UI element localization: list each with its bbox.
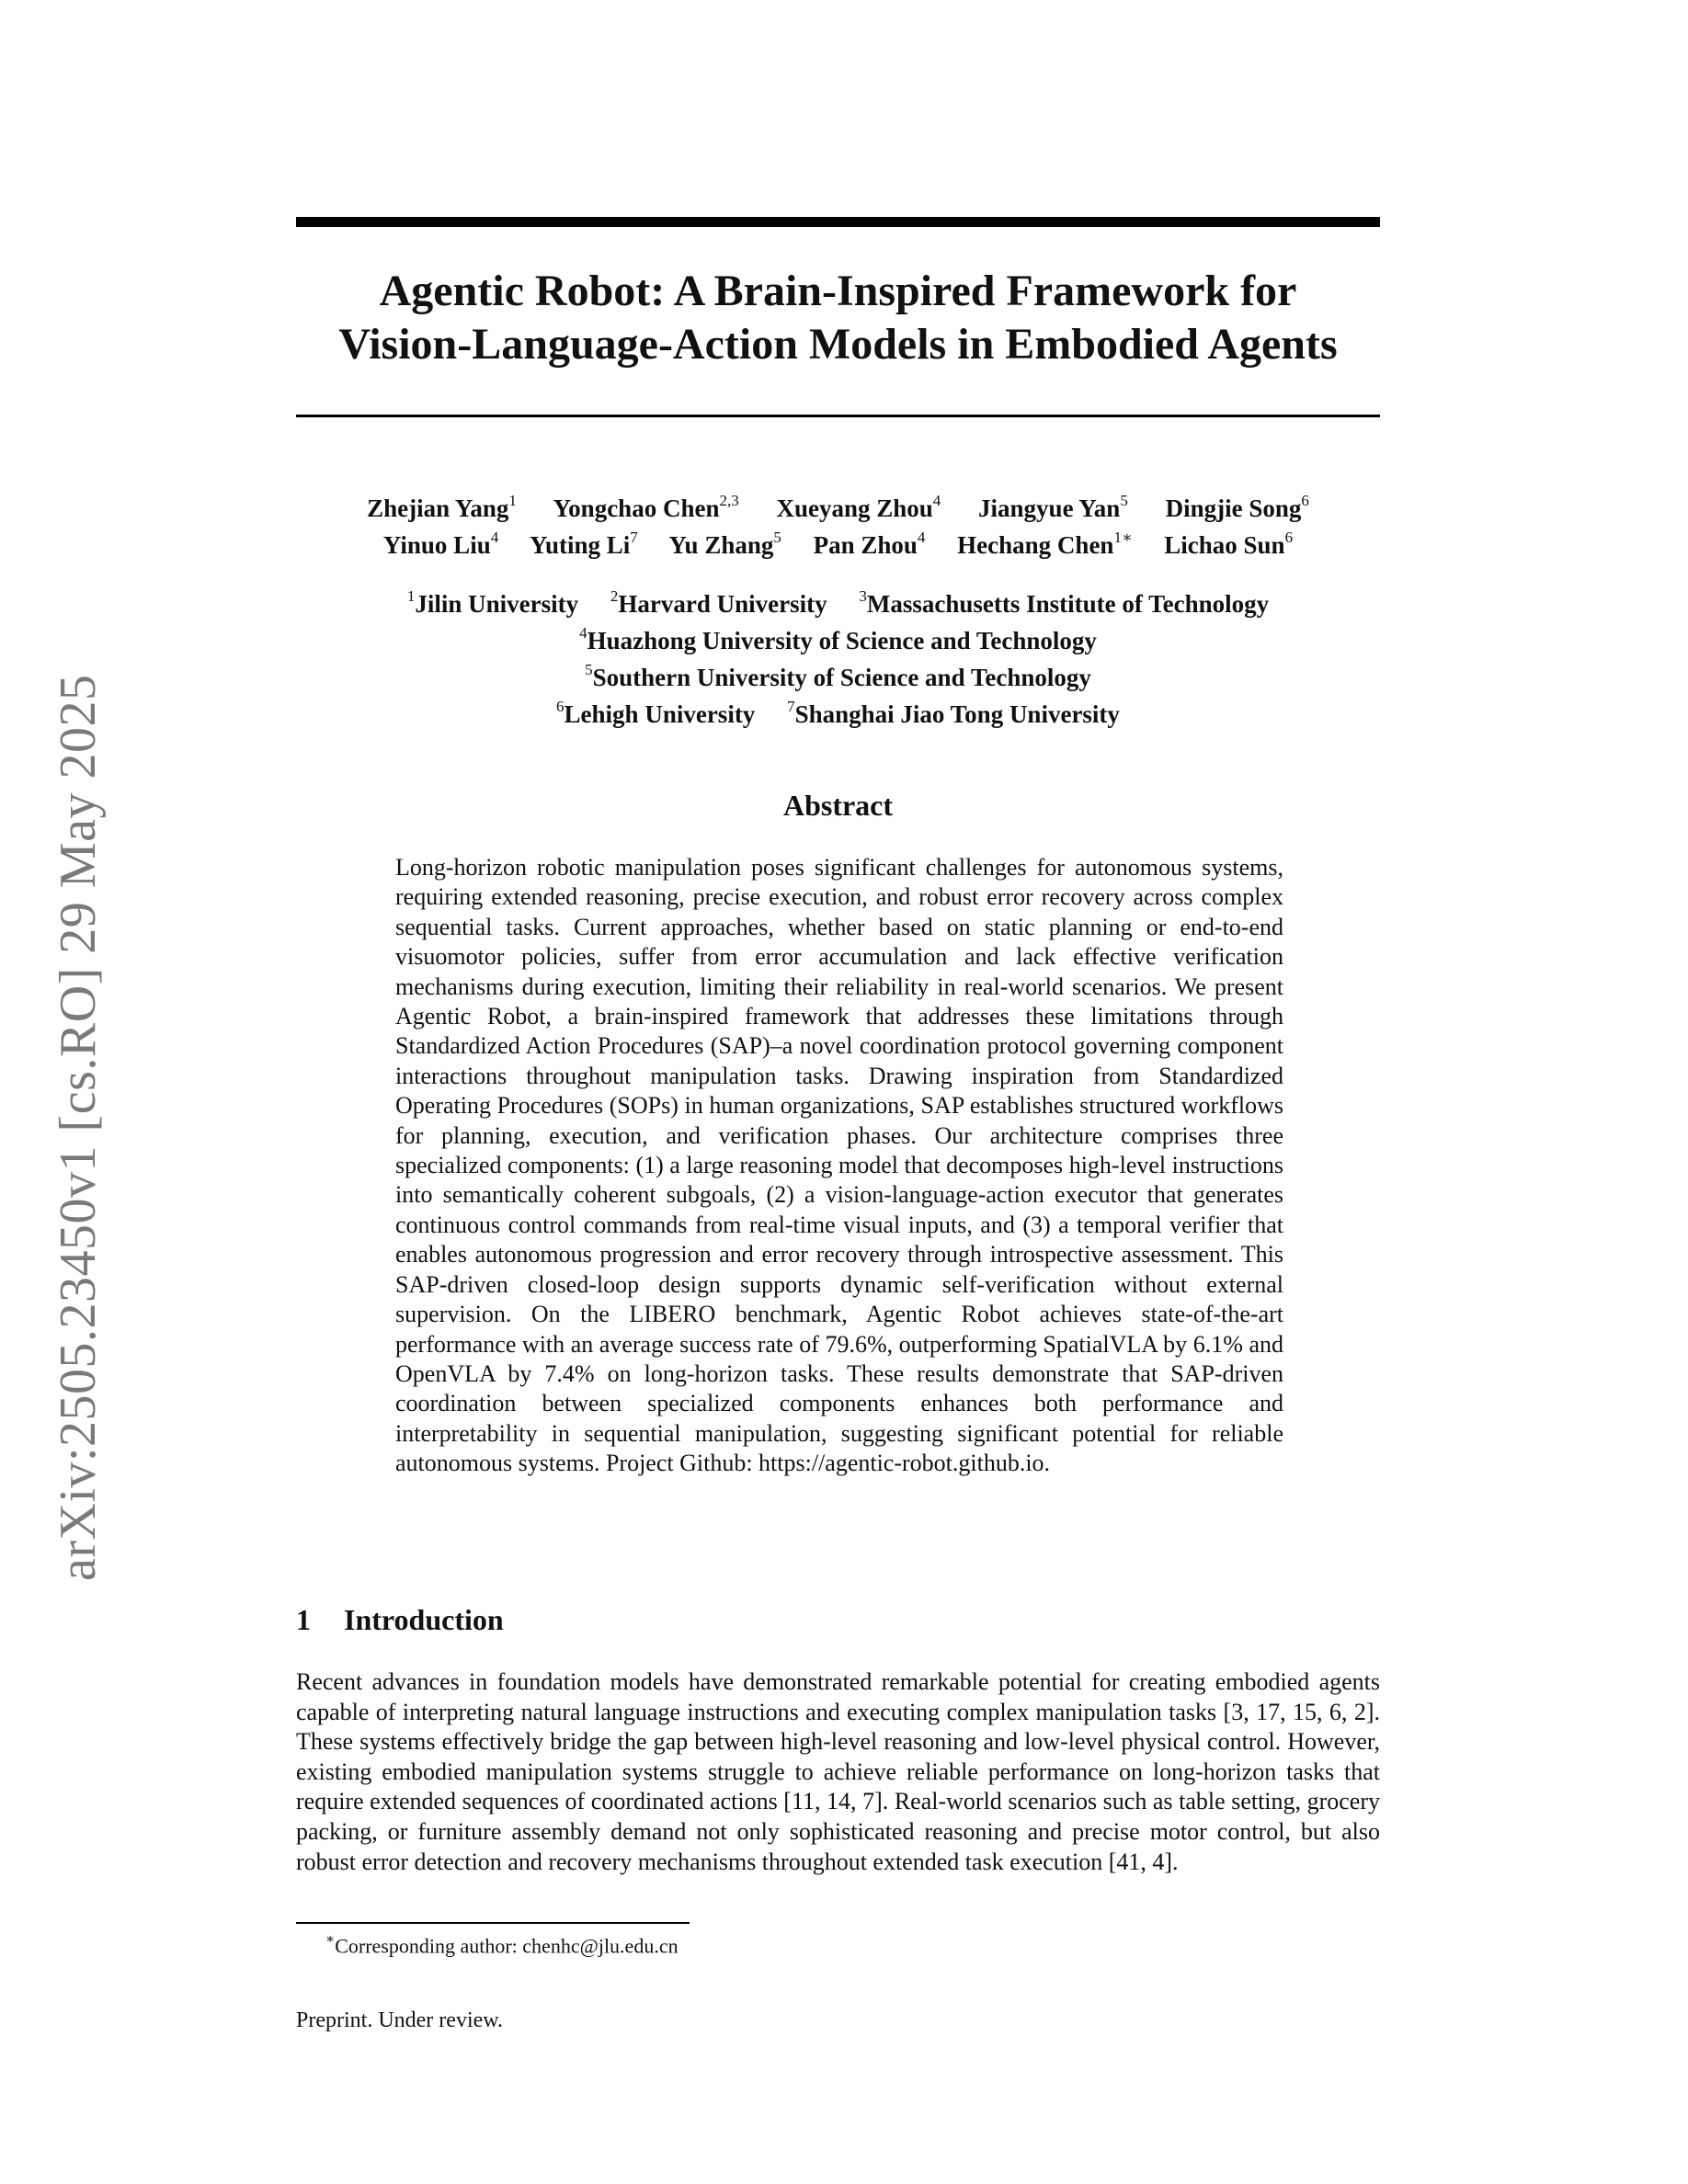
title-line-2: Vision-Language-Action Models in Embodied Agents <box>338 320 1338 369</box>
affiliation: $^7$Shanghai Jiao Tong University <box>787 698 1120 728</box>
footnote-text: Corresponding author: chenhc@jlu.edu.cn <box>335 1934 679 1958</box>
author: Pan Zhou$^4$ <box>813 529 926 559</box>
affiliation-row-1 <box>296 583 1380 620</box>
title-line-1: Agentic Robot: A Brain-Inspired Framework for <box>379 267 1297 315</box>
author: Yu Zhang$^5$ <box>668 529 781 559</box>
affiliation-row-4 <box>296 693 1380 730</box>
affiliation: $^3$Massachusetts Institute of Technology <box>859 587 1270 618</box>
author-row-2 <box>296 524 1380 561</box>
introduction-text: Recent advances in foundation models have demonstrated remarkable potential for creating embodied agents capable of interpreting natural language instructions and executing complex manipulation tasks [3, 17, 15, 6, 2]. These systems effectively bridge the gap between high-level reasoning and low-level physical control. However, existing embodied manipulation systems struggle to achieve reliable performance on long-horizon tasks that require extended sequences of coordinated actions [11, 14, 7]. Real-world scenarios such as table setting, grocery packing, or furniture assembly demand not only sophisticated reasoning and precise motor control, but also robust error detection and recovery mechanisms throughout extended task execution [41, 4]. <box>296 1668 1380 1875</box>
preprint-note: Preprint. Under review. <box>296 2008 504 2032</box>
affiliation: $^6$Lehigh University <box>556 698 756 728</box>
arxiv-identifier-banner: arXiv:2505.23450v1 [cs.RO] 29 May 2025 <box>50 674 107 1581</box>
paper-title <box>296 265 1380 371</box>
footnote-mark: ∗ <box>325 1932 336 1947</box>
affiliation: $^4$Huazhong University of Science and Technology <box>579 624 1097 654</box>
author: Yongchao Chen$^{2,3}$ <box>553 492 739 522</box>
abstract-heading: Abstract <box>782 789 894 822</box>
abstract-text: Long-horizon robotic manipulation poses significant challenges for autonomous systems, requiring extended reasoning, precise execution, and robust error recovery across complex sequential tasks. Current approaches, whether based on static planning or end-to-end visuomotor policies, suffer from error accumulation and lack effective verification mechanisms during execution, limiting their reliability in real-world scenarios. We present Agentic Robot, a brain-inspired framework that addresses these limitations through Standardized Action Procedures (SAP)–a novel coordination protocol governing component interactions throughout manipulation tasks. Drawing inspiration from Standardized Operating Procedures (SOPs) in human organizations, SAP establishes structured workflows for planning, execution, and verification phases. Our architecture comprises three specialized components: (1) a large reasoning model that decomposes high-level instructions into semantically coherent subgoals, (2) a vision-language-action executor that generates continuous control commands from real-time visual inputs, and (3) a temporal verifier that enables autonomous progression and error recovery through introspective assessment. This SAP-driven closed-loop design supports dynamic self-verification without external supervision. On the LIBERO benchmark, Agentic Robot achieves state-of-the-art performance with an average success rate of 79.6%, outperforming SpatialVLA by 6.1% and OpenVLA by 7.4% on long-horizon tasks. These results demonstrate that SAP-driven coordination between specialized components enhances both performance and interpretability in sequential manipulation, suggesting significant potential for reliable autonomous systems. Project Github: https://agentic-robot.github.io. <box>395 854 1283 1477</box>
affiliation: $^1$Jilin University <box>406 587 579 618</box>
author: Lichao Sun$^6$ <box>1164 529 1294 559</box>
affiliation-row-2 <box>296 620 1380 656</box>
footnote <box>325 1928 679 1959</box>
section-title: Introduction <box>344 1603 504 1636</box>
author-list <box>296 487 1380 561</box>
author: Jiangyue Yan$^5$ <box>978 492 1128 522</box>
author: Zhejian Yang$^1$ <box>367 492 517 522</box>
affiliation: $^5$Southern University of Science and Technology <box>585 661 1091 691</box>
section-heading <box>296 1601 504 1638</box>
title-bottom-rule <box>296 415 1380 417</box>
section-number: 1 <box>296 1603 311 1636</box>
author: Yinuo Liu$^4$ <box>382 529 499 559</box>
affiliation-list <box>296 583 1380 730</box>
author: Xueyang Zhou$^4$ <box>776 492 941 522</box>
affiliation-row-3 <box>296 656 1380 693</box>
footnote-rule <box>296 1922 690 1924</box>
affiliation: $^2$Harvard University <box>610 587 827 618</box>
author: Dingjie Song$^6$ <box>1165 492 1309 522</box>
author: Yuting Li$^7$ <box>529 529 638 559</box>
title-top-rule <box>296 217 1380 227</box>
author: Hechang Chen$^{1∗}$ <box>957 529 1133 559</box>
author-row-1 <box>296 487 1380 524</box>
